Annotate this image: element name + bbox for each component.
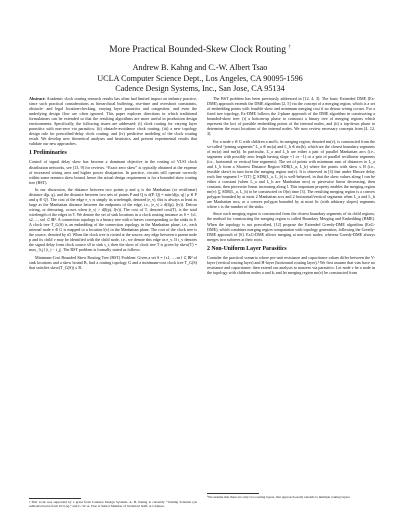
- left-footnote-rule: [29, 498, 81, 499]
- paper-header: [0, 42, 400, 95]
- affiliation-ucla: UCLA Computer Science Dept., Los Angeles, CA 90095-1596: [97, 73, 303, 83]
- right-column: [207, 96, 375, 277]
- section-1-heading: 1 Preliminaries: [29, 150, 67, 157]
- title-footnote-mark: †: [288, 45, 291, 50]
- paper-title: [0, 42, 400, 55]
- right-paragraph-4: Consider the practical scenario where per-unit resistance and capacitance values differ between the V-layer (vertical routing layer) and H-layer (horizontal routing layer).¹ We first assume that vias have no resistance and capacitance; then extend our analysis to nonzero via parasitics. Let node v be a node in the topology with children nodes a and b, and let merging region mr(v) be constructed from: [207, 254, 375, 275]
- right-footnote-rule: [207, 493, 259, 494]
- left-column: [29, 96, 197, 272]
- abstract-label: Abstract:: [29, 96, 46, 101]
- paper-title-text: More Practical Bounded-Skew Clock Routing: [109, 44, 287, 56]
- paper-authors: Andrew B. Kahng and C.-W. Albert Tsao: [132, 63, 268, 73]
- section-2-heading: 2 Non-Uniform Layer Parasitics: [207, 245, 287, 252]
- abstract-text: Academic clock routing research results has often had limited impact on industry practice, since such practical considerations as hierarchical buffering, rise-time and overshoot constraints, obstacle- and legal location-checking, varying layer parasitics and congestion, and even the underlying design flow are often ignored. This paper explores directions in which traditional formulations can be extended so that the resulting algorithms are more useful in production design environments. Specifically, the following issues are addressed: (i) clock routing for varying layer parasitics with non-zero via parasitics; (ii) obstacle-avoidance clock routing; (iii) a new topology design rule for prescribed-delay clock routing; and (iv) predictive modeling of the clock routing result. We develop new theoretical analyses and heuristics, and present experimental results that validate our new approaches.: [29, 96, 197, 147]
- right-footnote: ¹We assume that there are only two routing layers. Our approach easily extends to multiple routing layers.: [207, 495, 351, 499]
- affiliation-cadence: Cadence Design Systems, Inc., San Jose, CA 95134: [115, 84, 285, 94]
- right-paragraph-3: Since each merging region is constructed from the closest boundary segments of its child regions, the method for constructing the merging region is called Boundary Merging and Embedding (BME). When the topology is not prescribed, [12] propose the Extended Greedy-DME algorithm (ExG-DME), which combines merging region computation with topology generation, following the Greedy-DME approach of [6]. ExG-DME allows merging at non-root nodes, whereas Greedy-DME always merges two subtrees at their roots.: [207, 211, 375, 242]
- right-paragraph-2: For a node v ∈ G with children a and b, its merging region, denoted mr(v), is constructed from the so-called “joining segments” L_a ∈ mr(a) and L_b ∈ mr(b), which are the closest boundary segments of mr(a) and mr(b). In particular, L_a and L_b are either a pair of parallel Manhattan arcs (i.e., segments with possibly zero length having slope +1 or −1) or a pair of parallel rectilinear segments (i.e., horizontal or vertical line segments). The set of points with minimum sum of distances to L_a and L_b form a Shortest Distance Region SDR(L_a, L_b) where the points with skew ≤ B (i.e., feasible skew) in turn form the merging region mr(v). It is observed in [3] that under Elmore delay each line segment l = T(T) ⊆ SDR(L_a, L_b) is well-behaved, in that the skew values along l can be either a constant (when L_a and L_b are Manhattan arcs) or piecewise linear decreasing, then constant, then piecewise linear increasing along l. This important property enables the merging region mr(v) ⊆ SDR(L_a, L_b) to be constructed in O(n) time [3]. The resulting merging region is a convex polygon bounded by at most 2 Manhattan arcs and 2 horizontal/vertical segments when L_a and L_b are Manhattan arcs, or a convex polygon bounded by at most 6c (with arbitrary slopes) segments where c is the number of the sinks.: [207, 138, 375, 210]
- left-footnote: †This work was supported by a grant from Cadence Design Systems. A. B. Kahng is currently “Visiting Scientist (on sabbatical leave from UCLA),” and C.-W. A. Tsao is Senior Member of Technical Staff, at Cadence.: [29, 500, 197, 509]
- bst-problem-definition: Minimum-Cost Bounded Skew Routing Tree (BST) Problem: Given a set S = {s1, ..., sn} ⊂ ℝ² of sink locations and a skew bound B, find a routing topology G and a minimum-cost clock tree T_G(S) that satisfies skew(T_G(S)) ≤ B.: [29, 254, 197, 270]
- abstract: [29, 96, 197, 146]
- left-paragraph-2: In our discussion, the distance between two points p and q is the Manhattan (or rectilinear) distance d(p, q), and the distance between two sets of points P and Q is d(P, Q) = min{d(p, q) | p ∈ P and q ∈ Q}. The cost of the edge e_v is simply its wirelength, denoted |e_v|; this is always at least as large as the Manhattan distance between the endpoints of the edge, i.e., |e_v| ≥ d(l(p), l(v)). Detour wiring, or detouring, occurs when |e_v| > d(l(p), l(v)). The cost of T, denoted cost(T), is the total wirelength of the edges in T. We denote the set of sink locations in a clock routing instance as S = {s1, s2, ..., sn} ⊂ ℝ². A connection topology is a binary tree with n leaves corresponding to the sinks in S. A clock tree T_G(S) is an embedding of the connection topology in the Manhattan plane, i.e., each internal node v ∈ G is mapped to a location l(v) in the Manhattan plane. The root of the clock tree is the source, denoted by s0. When the clock tree is rooted at the source, any edge between a parent node p and its child v may be identified with the child node, i.e., we denote this edge as e_v. If t_v denotes the signal delay from clock source s0 to sink s_i, then the skew of clock tree T is given by skew(T) = max_{i,j} |t_i − t_j|. The BST problem is formally stated as follows.: [29, 186, 197, 253]
- left-paragraph-1: Control of signal delay skew has become a dominant objective in the routing of VLSI clock distribution networks, see [13, 9] for reviews. “Exact zero skew” is typically obtained at the expense of increased wiring area and higher power dissipation. In practice, circuits still operate correctly within some nonzero skew bound, hence the actual design requirement is for a bounded skew routing tree (BST).: [29, 159, 197, 185]
- right-paragraph-1: The BST problem has been previously addressed in [12, 4, 3]. The basic Extended DME (Ex-DME) approach extends the DME algorithm [2, 5] via the concept of a merging region, which is a set of embedding points with feasible skew and minimum merging cost if no detour wiring occurs. For a fixed tree topology, Ex-DME follows the 2-phase approach of the DME algorithm in constructing a bounded-skew tree: (i) a bottom-up phase to construct a binary tree of merging regions which represent the loci of possible embedding points of the internal nodes, and (ii) a top-down phase to determine the exact locations of the internal nodes. We now review necessary concepts from [4, 12, 3].: [207, 96, 375, 137]
